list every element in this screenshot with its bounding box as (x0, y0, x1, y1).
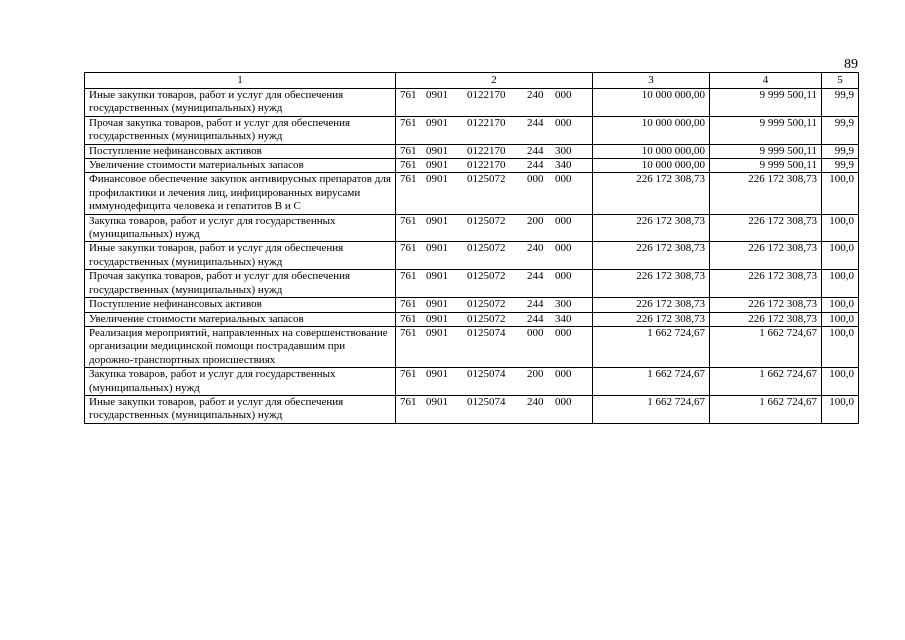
code-ved: 761 (400, 312, 417, 325)
code-ved: 761 (400, 395, 417, 408)
row-percent: 100,0 (822, 214, 859, 242)
row-name: Увеличение стоимости материальных запасов (85, 159, 396, 173)
column-header-name: 1 (85, 73, 396, 89)
code-target-article: 0122170 (467, 144, 506, 157)
table-row (85, 159, 859, 173)
row-name: Иные закупки товаров, работ и услуг для обеспечения государственных (муниципальных) нужд (85, 395, 396, 423)
code-target-article: 0125074 (467, 368, 506, 381)
code-kosgu: 000 (555, 242, 572, 255)
code-kosgu: 000 (555, 116, 572, 129)
code-section: 0901 (426, 270, 448, 283)
row-fact-amount: 226 172 308,73 (710, 312, 822, 326)
row-plan-amount: 226 172 308,73 (593, 242, 710, 270)
row-name: Поступление нефинансовых активов (85, 144, 396, 158)
code-expense-type: 240 (527, 89, 544, 101)
row-fact-amount: 9 999 500,11 (710, 89, 822, 117)
table-row (85, 173, 859, 214)
row-budget-code (396, 270, 593, 298)
row-fact-amount: 9 999 500,11 (710, 144, 822, 158)
column-header-percent: 5 (822, 73, 859, 89)
code-kosgu: 000 (555, 89, 572, 101)
code-kosgu: 000 (555, 395, 572, 408)
row-budget-code (396, 242, 593, 270)
row-percent: 100,0 (822, 298, 859, 312)
code-target-article: 0125072 (467, 173, 506, 186)
code-expense-type: 200 (527, 214, 544, 227)
code-expense-type: 200 (527, 368, 544, 381)
code-target-article: 0122170 (467, 116, 506, 129)
row-percent: 99,9 (822, 159, 859, 173)
code-kosgu: 300 (555, 298, 572, 311)
row-budget-code (396, 368, 593, 396)
code-ved: 761 (400, 368, 417, 381)
row-name: Закупка товаров, работ и услуг для государственных (муниципальных) нужд (85, 368, 396, 396)
row-name: Иные закупки товаров, работ и услуг для обеспечения государственных (муниципальных) нужд (85, 89, 396, 117)
row-percent: 99,9 (822, 144, 859, 158)
row-budget-code (396, 159, 593, 173)
code-section: 0901 (426, 89, 448, 101)
code-expense-type: 000 (527, 173, 544, 186)
code-expense-type: 244 (527, 270, 544, 283)
code-kosgu: 000 (555, 214, 572, 227)
row-budget-code (396, 144, 593, 158)
row-fact-amount: 1 662 724,67 (710, 326, 822, 367)
code-section: 0901 (426, 312, 448, 325)
page-number: 89 (844, 57, 858, 72)
row-fact-amount: 9 999 500,11 (710, 159, 822, 173)
code-ved: 761 (400, 242, 417, 255)
row-budget-code (396, 395, 593, 423)
row-plan-amount: 226 172 308,73 (593, 173, 710, 214)
code-expense-type: 244 (527, 159, 544, 172)
table-row (85, 214, 859, 242)
code-section: 0901 (426, 395, 448, 408)
code-section: 0901 (426, 173, 448, 186)
row-fact-amount: 1 662 724,67 (710, 368, 822, 396)
code-expense-type: 244 (527, 312, 544, 325)
table-row (85, 395, 859, 423)
row-fact-amount: 226 172 308,73 (710, 173, 822, 214)
table-row (85, 144, 859, 158)
code-target-article: 0125074 (467, 326, 506, 339)
row-percent: 100,0 (822, 312, 859, 326)
row-percent: 100,0 (822, 368, 859, 396)
code-target-article: 0125072 (467, 242, 506, 255)
table-row (85, 298, 859, 312)
budget-execution-table (84, 72, 859, 424)
row-fact-amount: 1 662 724,67 (710, 395, 822, 423)
row-plan-amount: 226 172 308,73 (593, 312, 710, 326)
code-section: 0901 (426, 144, 448, 157)
code-section: 0901 (426, 326, 448, 339)
code-expense-type: 244 (527, 116, 544, 129)
row-name: Прочая закупка товаров, работ и услуг для обеспечения государственных (муниципальных) нужд (85, 116, 396, 144)
row-budget-code (396, 326, 593, 367)
code-section: 0901 (426, 214, 448, 227)
row-budget-code (396, 312, 593, 326)
code-section: 0901 (426, 368, 448, 381)
row-plan-amount: 10 000 000,00 (593, 116, 710, 144)
row-percent: 99,9 (822, 116, 859, 144)
row-budget-code (396, 214, 593, 242)
row-percent: 100,0 (822, 270, 859, 298)
column-header-code: 2 (396, 73, 593, 89)
table-row (85, 242, 859, 270)
row-plan-amount: 1 662 724,67 (593, 395, 710, 423)
code-ved: 761 (400, 214, 417, 227)
code-ved: 761 (400, 89, 417, 101)
code-expense-type: 244 (527, 298, 544, 311)
table-row (85, 368, 859, 396)
row-plan-amount: 226 172 308,73 (593, 270, 710, 298)
code-target-article: 0122170 (467, 89, 506, 101)
row-name: Иные закупки товаров, работ и услуг для обеспечения государственных (муниципальных) нужд (85, 242, 396, 270)
row-name: Прочая закупка товаров, работ и услуг для обеспечения государственных (муниципальных) нужд (85, 270, 396, 298)
code-kosgu: 000 (555, 173, 572, 186)
row-fact-amount: 226 172 308,73 (710, 298, 822, 312)
table-row (85, 270, 859, 298)
code-ved: 761 (400, 173, 417, 186)
row-name: Реализация мероприятий, направленных на совершенствование организации медицинской помощи пострадавшим при дорожно-транспортных происшествиях (85, 326, 396, 367)
row-budget-code (396, 173, 593, 214)
code-expense-type: 240 (527, 242, 544, 255)
row-name: Финансовое обеспечение закупок антивирусных препаратов для профилактики и лечения лиц, инфицированных вирусами иммунодефицита человека и гепатитов B и C (85, 173, 396, 214)
table-row (85, 116, 859, 144)
row-percent: 100,0 (822, 173, 859, 214)
code-ved: 761 (400, 326, 417, 339)
column-header-plan: 3 (593, 73, 710, 89)
row-plan-amount: 1 662 724,67 (593, 326, 710, 367)
row-plan-amount: 10 000 000,00 (593, 159, 710, 173)
code-expense-type: 000 (527, 326, 544, 339)
table-body (85, 89, 859, 424)
row-plan-amount: 10 000 000,00 (593, 89, 710, 117)
code-ved: 761 (400, 298, 417, 311)
row-percent: 99,9 (822, 89, 859, 117)
code-target-article: 0125072 (467, 298, 506, 311)
table-header-row (85, 73, 859, 89)
code-expense-type: 240 (527, 395, 544, 408)
code-target-article: 0125074 (467, 395, 506, 408)
code-kosgu: 000 (555, 368, 572, 381)
row-percent: 100,0 (822, 395, 859, 423)
code-ved: 761 (400, 270, 417, 283)
code-section: 0901 (426, 242, 448, 255)
row-fact-amount: 226 172 308,73 (710, 214, 822, 242)
code-ved: 761 (400, 144, 417, 157)
row-name: Закупка товаров, работ и услуг для государственных (муниципальных) нужд (85, 214, 396, 242)
code-kosgu: 340 (555, 312, 572, 325)
code-ved: 761 (400, 116, 417, 129)
row-budget-code (396, 116, 593, 144)
code-section: 0901 (426, 298, 448, 311)
row-fact-amount: 226 172 308,73 (710, 242, 822, 270)
row-plan-amount: 10 000 000,00 (593, 144, 710, 158)
code-target-article: 0125072 (467, 312, 506, 325)
table-row (85, 89, 859, 117)
row-name: Поступление нефинансовых активов (85, 298, 396, 312)
table-row (85, 312, 859, 326)
row-percent: 100,0 (822, 326, 859, 367)
code-kosgu: 300 (555, 144, 572, 157)
code-kosgu: 000 (555, 326, 572, 339)
code-expense-type: 244 (527, 144, 544, 157)
code-target-article: 0122170 (467, 159, 506, 172)
row-name: Увеличение стоимости материальных запасов (85, 312, 396, 326)
row-percent: 100,0 (822, 242, 859, 270)
row-fact-amount: 226 172 308,73 (710, 270, 822, 298)
code-kosgu: 000 (555, 270, 572, 283)
code-target-article: 0125072 (467, 270, 506, 283)
code-ved: 761 (400, 159, 417, 172)
row-fact-amount: 9 999 500,11 (710, 116, 822, 144)
row-plan-amount: 1 662 724,67 (593, 368, 710, 396)
code-kosgu: 340 (555, 159, 572, 172)
row-plan-amount: 226 172 308,73 (593, 214, 710, 242)
row-plan-amount: 226 172 308,73 (593, 298, 710, 312)
row-budget-code (396, 298, 593, 312)
code-section: 0901 (426, 116, 448, 129)
code-section: 0901 (426, 159, 448, 172)
table-row (85, 326, 859, 367)
row-budget-code (396, 89, 593, 117)
column-header-fact: 4 (710, 73, 822, 89)
code-target-article: 0125072 (467, 214, 506, 227)
